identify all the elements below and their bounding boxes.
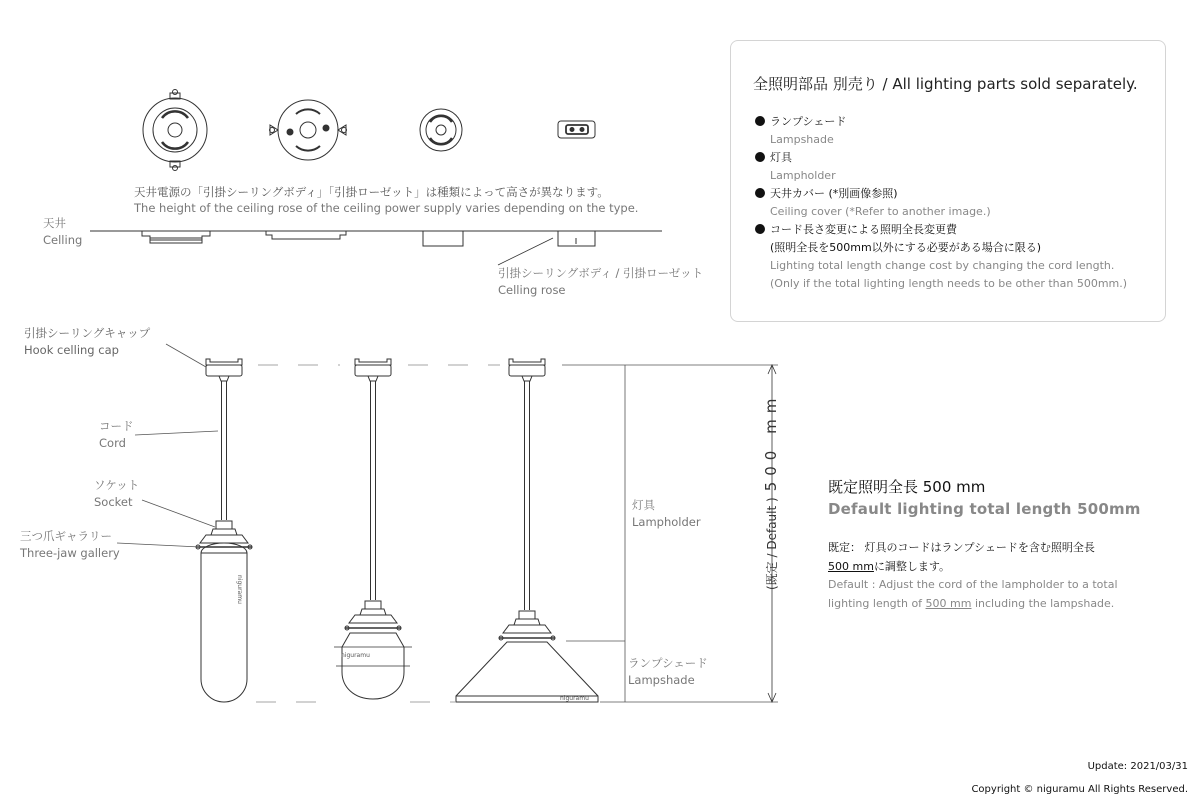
ceiling-rose-label-en: Celling rose: [498, 283, 566, 297]
default-length-title: 既定照明全長 500 mm: [828, 478, 986, 496]
ceiling-note-en: The height of the ceiling rose of the ceiling power supply varies depending on the type.: [134, 201, 639, 215]
info-item-en: Lampshade: [770, 133, 834, 146]
brand-mark-globe: niguramu: [341, 652, 370, 659]
lampholder-label-jp: 灯具: [632, 498, 655, 512]
info-item-en: Lighting total length change cost by changing the cord length.: [770, 259, 1115, 272]
ceiling-rose-side-view-4: [558, 231, 595, 246]
gallery-label-en: Three-jaw gallery: [20, 546, 120, 560]
default-note-jp-line1: 既定： 灯具のコードはランプシェードを含む照明全長: [828, 541, 1095, 554]
default-note-en-length: 500 mm: [925, 597, 972, 610]
lampshade-label: [628, 655, 708, 689]
info-item-ceiling-cover: [755, 185, 991, 221]
lampshade-label-jp: ランプシェード: [628, 656, 708, 670]
info-item-lampshade: [755, 113, 846, 149]
lampholder-label-en: Lampholder: [632, 515, 701, 529]
dimension-label-text: (既定 / Default ): [765, 497, 779, 590]
info-item-jp: 天井カバー (*別画像参照): [770, 187, 898, 200]
hook-cap-label-jp: 引掛シーリングキャップ: [24, 326, 151, 340]
ceiling-rose-top-view-3: [420, 109, 462, 151]
ceiling-label-en: Celling: [43, 233, 83, 247]
hook-cap-label: [24, 325, 150, 359]
rose-leader-line: [498, 238, 553, 265]
socket-label-jp: ソケット: [94, 478, 140, 492]
gallery-label-jp: 三つ爪ギャラリー: [20, 529, 112, 543]
bullet-icon: [755, 224, 765, 234]
bullet-icon: [755, 152, 765, 162]
pendant-globe: [334, 359, 412, 699]
socket-label: [94, 477, 139, 511]
info-item-length-change: [755, 221, 1127, 293]
dimension-label: [762, 393, 780, 590]
info-item-en: Ceiling cover (*Refer to another image.): [770, 205, 991, 218]
copyright: Copyright © niguramu All Rights Reserved.: [971, 784, 1188, 795]
info-item-jp: コード長さ変更による照明全長変更費: [770, 223, 957, 236]
ceiling-rose-top-view-1: [143, 90, 207, 171]
ceiling-rose-label-jp: 引掛シーリングボディ / 引掛ローゼット: [498, 266, 704, 280]
cord-label-jp: コード: [99, 419, 134, 433]
socket-label-en: Socket: [94, 495, 133, 509]
default-length-subtitle: Default lighting total length 500mm: [828, 500, 1141, 518]
brand-mark-cone: niguramu: [560, 695, 589, 702]
ceiling-rose-side-view-3: [423, 231, 463, 246]
hook-cap-label-en: Hook celling cap: [24, 343, 119, 357]
ceiling-note-jp: 天井電源の「引掛シーリングボディ」「引掛ローゼット」は種類によって高さが異なります。: [134, 185, 609, 199]
ceiling-rose-label: [498, 265, 703, 299]
parts-sold-separately-box: [730, 40, 1166, 322]
pendant-cone: [456, 359, 598, 702]
info-item-lampholder: [755, 149, 836, 185]
bullet-icon: [755, 188, 765, 198]
default-note-en-line2a: lighting length of: [828, 597, 926, 610]
bullet-icon: [755, 116, 765, 126]
ceiling-rose-side-view-1: [142, 231, 210, 243]
ceiling-rose-top-view-2: [270, 100, 347, 160]
info-item-en: Lampholder: [770, 169, 836, 182]
info-title: 全照明部品 別売り / All lighting parts sold separately.: [753, 75, 1138, 93]
ceiling-rose-top-view-4: [558, 121, 595, 138]
cord-label: [99, 418, 134, 452]
default-note-en-line1: Default : Adjust the cord of the lampholder to a total: [828, 578, 1118, 591]
lampshade-label-en: Lampshade: [628, 673, 695, 687]
default-note-en-line2c: including the lampshade.: [971, 597, 1115, 610]
lampholder-label: [632, 497, 701, 531]
ceiling-label: [43, 215, 82, 249]
ceiling-rose-side-view-2: [266, 231, 346, 239]
brand-mark-tube: niguramu: [236, 575, 243, 604]
default-note-en: [828, 575, 1118, 613]
gallery-label: [20, 528, 120, 562]
info-item-jp: 灯具: [770, 151, 792, 164]
info-item-jp-note: (照明全長を500mm以外にする必要がある場合に限る): [770, 241, 1042, 254]
cord-label-en: Cord: [99, 436, 126, 450]
default-note-jp-length: 500 mm: [828, 560, 874, 573]
default-note-jp-line2: に調整します。: [873, 560, 951, 573]
dimension-value: 500 mm: [762, 392, 780, 492]
pendant-tube: [196, 359, 252, 702]
default-note-jp: [828, 538, 1095, 576]
info-item-en-note: (Only if the total lighting length needs to be other than 500mm.): [770, 277, 1128, 290]
ceiling-label-jp: 天井: [43, 216, 66, 230]
info-item-jp: ランプシェード: [770, 115, 847, 128]
update-date: Update: 2021/03/31: [1087, 761, 1188, 772]
